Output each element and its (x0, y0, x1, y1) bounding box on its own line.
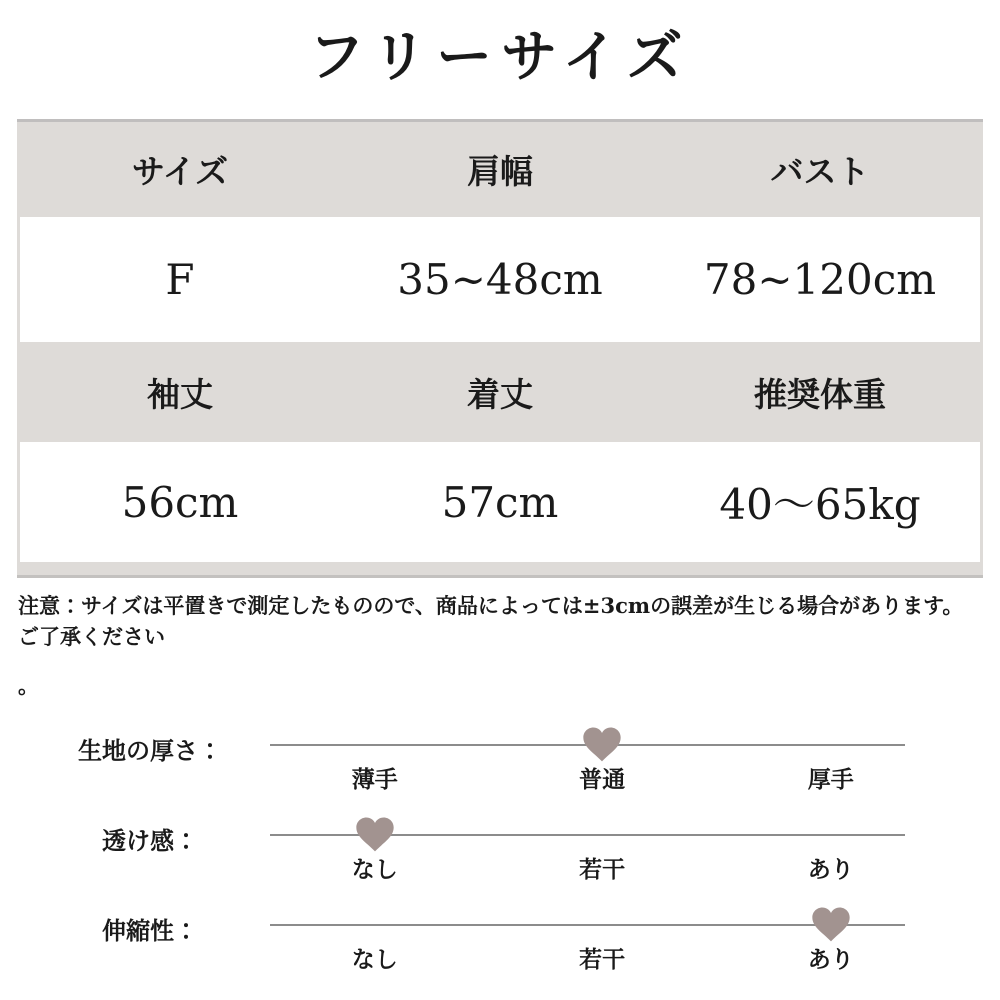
table-value-cell-size: F (165, 255, 195, 305)
table-value-cell-weight: 40〜65kg (719, 480, 921, 530)
scale-option-label: 若干 (579, 855, 626, 883)
scale-track (270, 798, 905, 888)
scale-row-sheerness (30, 798, 905, 888)
scale-option-label: 厚手 (807, 765, 854, 793)
note-line-2: 。 (18, 673, 39, 699)
table-header-cell-shoulder: 肩幅 (467, 152, 533, 192)
scale-option-label: あり (807, 855, 854, 883)
table-header-row-2 (20, 342, 980, 442)
scale-line (270, 924, 905, 926)
scale-row-fabric-thickness (30, 708, 905, 798)
scale-option-label: 若干 (579, 945, 626, 973)
table-value-cell-sleeve: 56cm (121, 477, 239, 527)
table-header-cell-bust: バスト (770, 152, 870, 192)
table-value-row-2 (20, 442, 980, 562)
table-value-cell-shoulder: 35~48cm (397, 255, 603, 305)
scale-track (270, 888, 905, 978)
table-value-cell-bust: 78~120cm (703, 255, 937, 305)
table-header-cell-length: 着丈 (467, 374, 533, 414)
scale-option-label: あり (807, 945, 854, 973)
note-text (18, 591, 982, 701)
table-header-cell-size: サイズ (131, 152, 229, 192)
scale-label: 伸縮性： (102, 915, 198, 945)
scale-option-label: なし (351, 945, 398, 973)
scale-label: 生地の厚さ： (78, 735, 222, 765)
scale-row-stretch (30, 888, 905, 978)
scale-option-label: 薄手 (351, 765, 398, 793)
table-header-row-1 (20, 122, 980, 217)
scale-option-label: 普通 (579, 765, 626, 793)
table-header-cell-weight: 推奨体重 (754, 374, 886, 414)
table-value-cell-length: 57cm (441, 477, 559, 527)
heart-icon (583, 727, 621, 762)
scale-label: 透け感： (102, 825, 198, 855)
scale-option-label: なし (351, 855, 398, 883)
scale-track (270, 708, 905, 798)
attribute-scales (0, 708, 1000, 978)
table-header-cell-sleeve: 袖丈 (147, 374, 213, 414)
heart-icon (356, 817, 394, 852)
size-table (17, 119, 983, 578)
table-value-row-1 (20, 217, 980, 342)
page-title: フリーサイズ (308, 24, 692, 90)
note-line-1: 注意：サイズは平置きで測定したものので、商品によっては±3cmの誤差が生じる場合があります。ご了承ください (18, 593, 964, 649)
heart-icon (812, 907, 850, 942)
